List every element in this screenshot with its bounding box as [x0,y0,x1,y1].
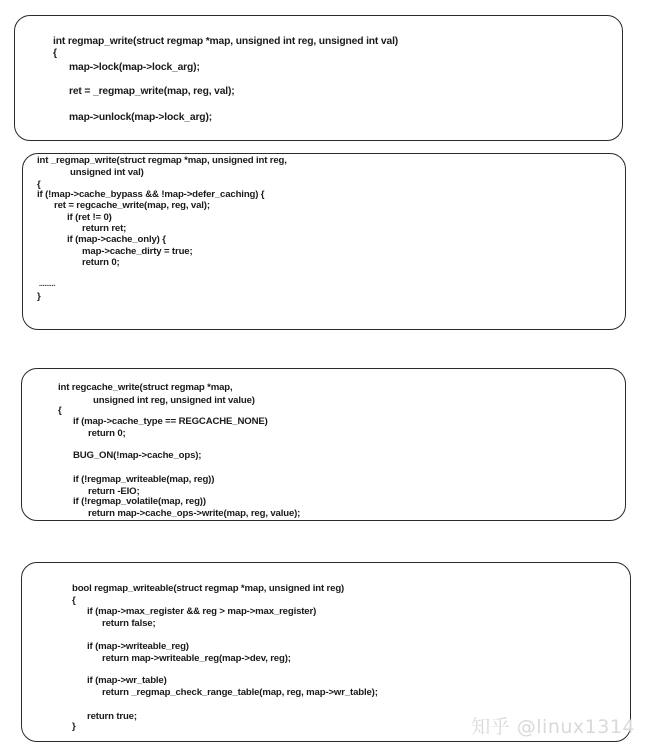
code-line: unsigned int reg, unsigned int value) [93,395,255,406]
code-line: map->unlock(map->lock_arg); [69,112,213,123]
code-line: if (map->cache_type == REGCACHE_NONE) [73,416,268,427]
code-line: bool regmap_writeable(struct regmap *map, unsigned int reg) [72,583,345,594]
code-line: { [72,595,76,606]
code-line: } [37,291,41,302]
code-line: if (map->max_register && reg > map->max_register) [87,606,317,617]
code-line: if (map->writeable_reg) [87,641,189,652]
code-line: return _regmap_check_range_table(map, reg, map->wr_table); [102,687,378,698]
code-line: return ret; [82,223,127,234]
code-line: if (map->cache_only) { [67,234,166,245]
code-line: return false; [102,618,156,629]
code-line: return true; [87,711,137,722]
code-line: if (!regmap_volatile(map, reg)) [73,496,206,507]
code-line: { [37,179,41,190]
code-line: ......... [39,281,56,288]
code-block-regmap-write [14,15,623,141]
code-line: map->lock(map->lock_arg); [69,62,200,73]
code-line: if (!regmap_writeable(map, reg)) [73,474,215,485]
code-line: return 0; [88,428,126,439]
code-line: int regcache_write(struct regmap *map, [58,382,233,393]
code-line: if (!map->cache_bypass && !map->defer_caching) { [37,189,265,200]
code-line: { [58,405,62,416]
code-line: } [72,721,76,732]
code-line: ret = _regmap_write(map, reg, val); [69,86,235,97]
code-line: return map->writeable_reg(map->dev, reg); [102,653,291,664]
watermark: 知乎 @linux1314 [471,716,635,738]
code-line: { [53,48,57,59]
code-line: ret = regcache_write(map, reg, val); [54,200,210,211]
code-line: unsigned int val) [70,167,144,178]
code-line: int regmap_write(struct regmap *map, unsigned int reg, unsigned int val) [53,36,399,47]
code-block-regcache-write [21,368,626,521]
code-line: BUG_ON(!map->cache_ops); [73,450,202,461]
code-line: map->cache_dirty = true; [82,246,193,257]
code-line: if (ret != 0) [67,212,112,223]
code-block-internal-regmap-write [22,153,626,330]
code-line: if (map->wr_table) [87,675,167,686]
code-line: return 0; [82,257,120,268]
code-line: return -EIO; [88,486,140,497]
code-line: int _regmap_write(struct regmap *map, unsigned int reg, [37,155,287,166]
code-line: return map->cache_ops->write(map, reg, value); [88,508,301,519]
